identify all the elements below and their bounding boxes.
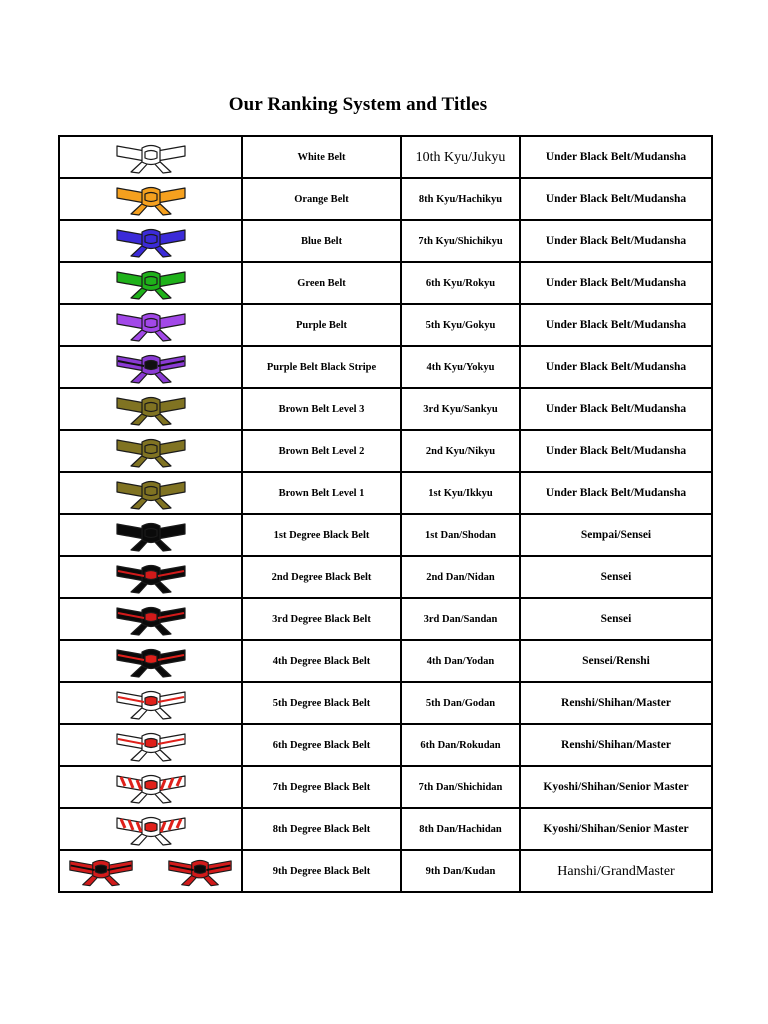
title-cell: Kyoshi/Shihan/Senior Master xyxy=(520,808,712,850)
belt-name-cell: Purple Belt Black Stripe xyxy=(242,346,401,388)
title-cell: Under Black Belt/Mudansha xyxy=(520,430,712,472)
belt-name-cell: 1st Degree Black Belt xyxy=(242,514,401,556)
belt-name-cell: Brown Belt Level 3 xyxy=(242,388,401,430)
white-belt-icon xyxy=(115,140,187,174)
ranking-table xyxy=(58,135,713,893)
rank-cell: 8th Dan/Hachidan xyxy=(401,808,520,850)
rank-cell: 7th Dan/Shichidan xyxy=(401,766,520,808)
table-row xyxy=(59,304,712,346)
belt-name-cell: 5th Degree Black Belt xyxy=(242,682,401,724)
title-cell: Sempai/Sensei xyxy=(520,514,712,556)
title-cell: Under Black Belt/Mudansha xyxy=(520,472,712,514)
table-row xyxy=(59,472,712,514)
ranking-table-body xyxy=(59,136,712,892)
rank-cell: 2nd Kyu/Nikyu xyxy=(401,430,520,472)
belt-image-cell xyxy=(59,850,242,892)
belt-name-cell: 4th Degree Black Belt xyxy=(242,640,401,682)
rank-cell: 6th Dan/Rokudan xyxy=(401,724,520,766)
red-black-belt-icon xyxy=(167,854,233,888)
title-cell: Under Black Belt/Mudansha xyxy=(520,346,712,388)
rank-cell: 10th Kyu/Jukyu xyxy=(401,136,520,178)
table-row xyxy=(59,220,712,262)
red-white-belt-icon xyxy=(115,728,187,762)
belt-image-cell xyxy=(59,346,242,388)
rank-cell: 1st Kyu/Ikkyu xyxy=(401,472,520,514)
title-cell: Under Black Belt/Mudansha xyxy=(520,304,712,346)
belt-name-cell: Green Belt xyxy=(242,262,401,304)
brown-belt-icon xyxy=(115,434,187,468)
table-row xyxy=(59,346,712,388)
belt-image-cell xyxy=(59,262,242,304)
table-row xyxy=(59,388,712,430)
belt-name-cell: Blue Belt xyxy=(242,220,401,262)
title-cell: Sensei xyxy=(520,598,712,640)
table-row xyxy=(59,850,712,892)
table-row xyxy=(59,514,712,556)
table-row xyxy=(59,430,712,472)
belt-image-cell xyxy=(59,766,242,808)
belt-image-cell xyxy=(59,220,242,262)
black-belt-red-stripes-icon xyxy=(115,602,187,636)
belt-image-cell xyxy=(59,136,242,178)
belt-image-cell xyxy=(59,808,242,850)
table-row xyxy=(59,724,712,766)
belt-name-cell: Orange Belt xyxy=(242,178,401,220)
red-white-striped-belt-icon xyxy=(115,812,187,846)
belt-image-cell xyxy=(59,598,242,640)
black-belt-red-white-knot-icon xyxy=(115,644,187,678)
belt-name-cell: White Belt xyxy=(242,136,401,178)
table-row xyxy=(59,262,712,304)
belt-icon-pair xyxy=(60,854,241,888)
rank-cell: 6th Kyu/Rokyu xyxy=(401,262,520,304)
belt-image-cell xyxy=(59,682,242,724)
belt-name-cell: Brown Belt Level 2 xyxy=(242,430,401,472)
belt-name-cell: 9th Degree Black Belt xyxy=(242,850,401,892)
table-row xyxy=(59,598,712,640)
title-cell: Under Black Belt/Mudansha xyxy=(520,220,712,262)
table-row xyxy=(59,682,712,724)
title-cell: Sensei/Renshi xyxy=(520,640,712,682)
purple-black-stripe-belt-icon xyxy=(115,350,187,384)
belt-image-cell xyxy=(59,556,242,598)
title-cell: Under Black Belt/Mudansha xyxy=(520,262,712,304)
belt-name-cell: 6th Degree Black Belt xyxy=(242,724,401,766)
belt-name-cell: Brown Belt Level 1 xyxy=(242,472,401,514)
belt-name-cell: 2nd Degree Black Belt xyxy=(242,556,401,598)
rank-cell: 9th Dan/Kudan xyxy=(401,850,520,892)
title-cell: Kyoshi/Shihan/Senior Master xyxy=(520,766,712,808)
belt-name-cell: 8th Degree Black Belt xyxy=(242,808,401,850)
belt-image-cell xyxy=(59,472,242,514)
belt-image-cell xyxy=(59,388,242,430)
blue-belt-icon xyxy=(115,224,187,258)
belt-image-cell xyxy=(59,430,242,472)
orange-belt-icon xyxy=(115,182,187,216)
belt-image-cell xyxy=(59,724,242,766)
rank-cell: 4th Kyu/Yokyu xyxy=(401,346,520,388)
table-row xyxy=(59,808,712,850)
title-cell: Renshi/Shihan/Master xyxy=(520,724,712,766)
red-white-striped-belt-icon xyxy=(115,770,187,804)
title-cell: Sensei xyxy=(520,556,712,598)
title-cell: Under Black Belt/Mudansha xyxy=(520,178,712,220)
brown-belt-icon xyxy=(115,392,187,426)
rank-cell: 4th Dan/Yodan xyxy=(401,640,520,682)
black-belt-icon xyxy=(115,518,187,552)
belt-image-cell xyxy=(59,640,242,682)
rank-cell: 3rd Kyu/Sankyu xyxy=(401,388,520,430)
rank-cell: 8th Kyu/Hachikyu xyxy=(401,178,520,220)
purple-belt-icon xyxy=(115,308,187,342)
table-row xyxy=(59,556,712,598)
belt-image-cell xyxy=(59,178,242,220)
rank-cell: 7th Kyu/Shichikyu xyxy=(401,220,520,262)
belt-image-cell xyxy=(59,514,242,556)
belt-name-cell: 3rd Degree Black Belt xyxy=(242,598,401,640)
table-row xyxy=(59,766,712,808)
red-white-belt-icon xyxy=(115,686,187,720)
rank-cell: 3rd Dan/Sandan xyxy=(401,598,520,640)
page-title: Our Ranking System and Titles xyxy=(228,94,488,115)
green-belt-icon xyxy=(115,266,187,300)
title-cell: Hanshi/GrandMaster xyxy=(520,850,712,892)
table-row xyxy=(59,640,712,682)
belt-image-cell xyxy=(59,304,242,346)
rank-cell: 2nd Dan/Nidan xyxy=(401,556,520,598)
belt-name-cell: 7th Degree Black Belt xyxy=(242,766,401,808)
brown-belt-icon xyxy=(115,476,187,510)
table-row xyxy=(59,178,712,220)
rank-cell: 5th Kyu/Gokyu xyxy=(401,304,520,346)
rank-cell: 5th Dan/Godan xyxy=(401,682,520,724)
rank-cell: 1st Dan/Shodan xyxy=(401,514,520,556)
black-belt-red-stripe-icon xyxy=(115,560,187,594)
title-cell: Under Black Belt/Mudansha xyxy=(520,136,712,178)
red-black-belt-icon xyxy=(68,854,134,888)
belt-name-cell: Purple Belt xyxy=(242,304,401,346)
title-cell: Renshi/Shihan/Master xyxy=(520,682,712,724)
table-row xyxy=(59,136,712,178)
title-cell: Under Black Belt/Mudansha xyxy=(520,388,712,430)
